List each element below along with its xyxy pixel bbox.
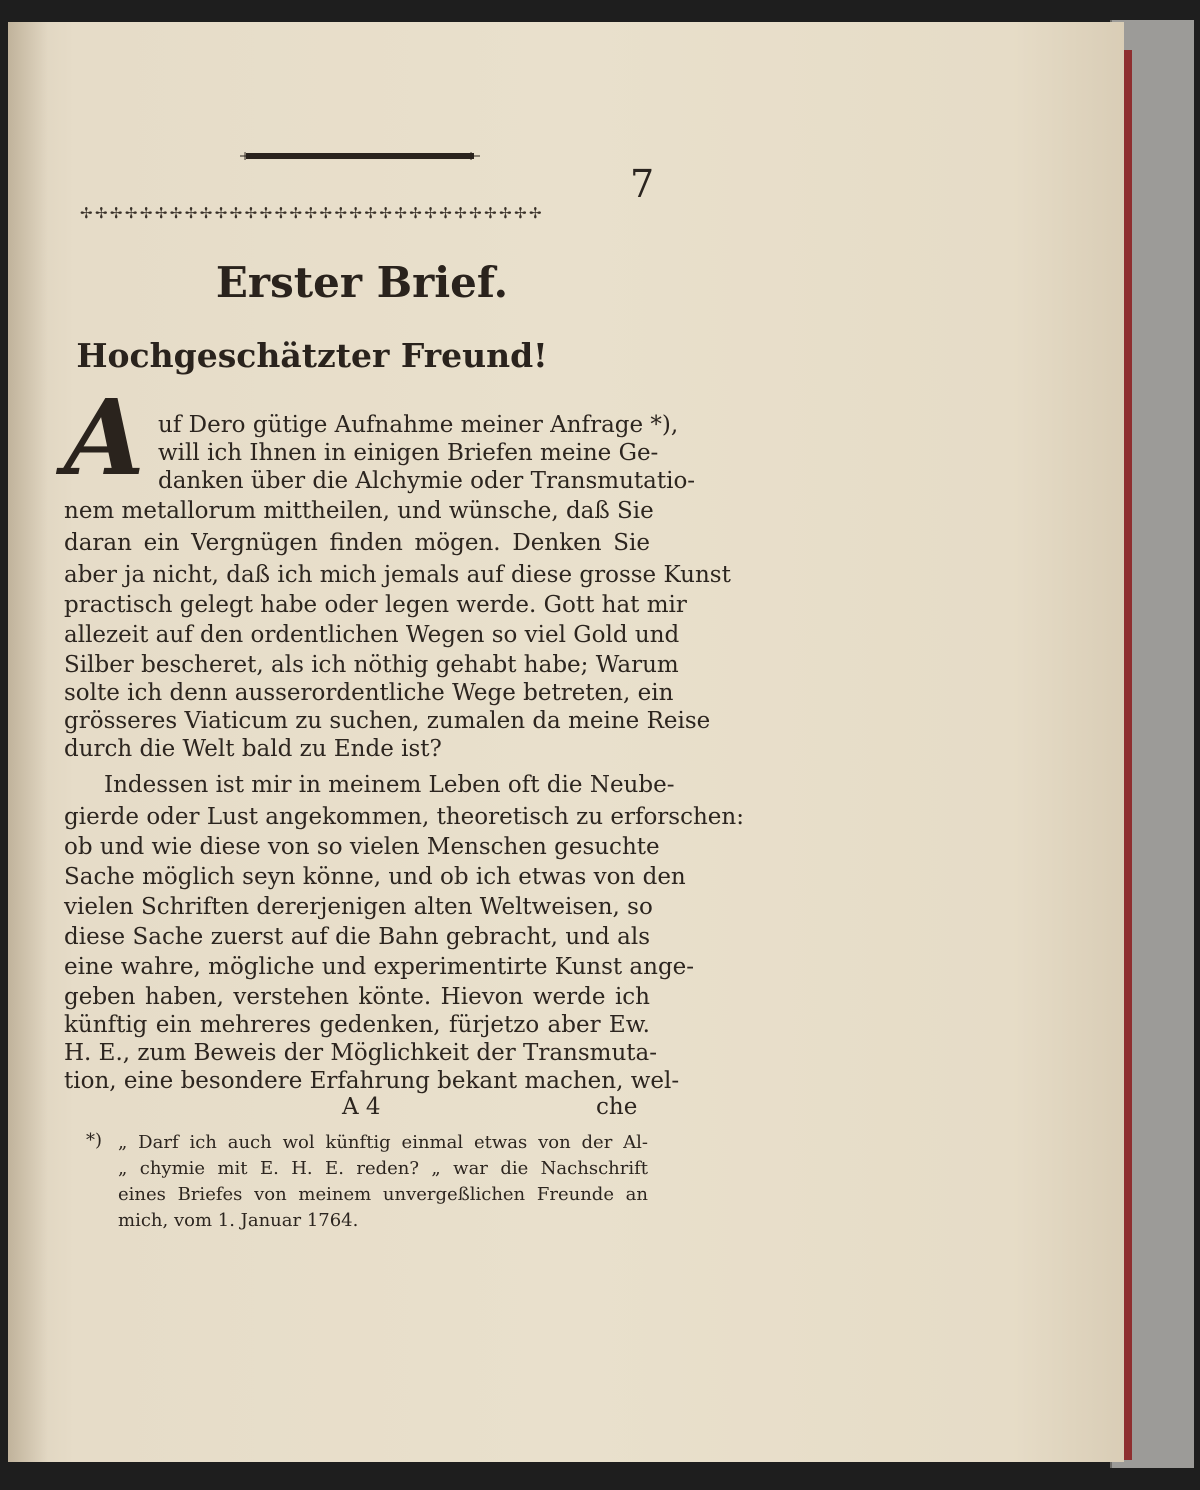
text-line: Indessen ist mir in meinem Leben oft die Neube-	[104, 772, 675, 798]
text-line: vielen Schriften dererjenigen alten Weltweisen, so	[64, 894, 653, 920]
text-line: durch die Welt bald zu Ende ist?	[64, 736, 442, 762]
text-line: will ich Ihnen in einigen Briefen meine Ge-	[158, 440, 659, 466]
text-line: Sache möglich seyn könne, und ob ich etwas von den	[64, 864, 686, 890]
text-line: Silber bescheret, als ich nöthig gehabt habe; Warum	[64, 652, 679, 678]
text-line: eine wahre, mögliche und experimentirte Kunst ange-	[64, 954, 695, 980]
text-line: geben haben, verstehen könte. Hievon werde ich	[64, 984, 650, 1010]
svg-text:+: +	[240, 149, 251, 163]
text-line: aber ja nicht, daß ich mich jemals auf diese grosse Kunst	[64, 562, 731, 588]
footnote-marker: *)	[86, 1130, 103, 1151]
svg-text:+: +	[466, 149, 477, 163]
headpiece-ornament	[240, 148, 480, 164]
text-line: daran ein Vergnügen finden mögen. Denken Sie	[64, 530, 650, 556]
text-line: uf Dero gütige Aufnahme meiner Anfrage *),	[158, 412, 679, 438]
text-line: nem metallorum mittheilen, und wünsche, daß Sie	[64, 498, 654, 524]
letter-heading: Erster Brief.	[215, 258, 509, 307]
text-line: diese Sache zuerst auf die Bahn gebracht, und als	[64, 924, 650, 950]
catchword: che	[596, 1094, 638, 1120]
text-line: ob und wie diese von so vielen Menschen gesuchte	[64, 834, 660, 860]
spine-shadow	[8, 22, 48, 1462]
text-line: solte ich denn ausserordentliche Wege betreten, ein	[64, 680, 674, 706]
red-page-edge	[1124, 50, 1132, 1460]
signature-mark: A 4	[342, 1094, 381, 1120]
text-line: danken über die Alchymie oder Transmutatio-	[158, 468, 696, 494]
text-line: allezeit auf den ordentlichen Wegen so viel Gold und	[64, 622, 680, 648]
footnote-line: „ chymie mit E. H. E. reden? „ war die Nachschrift	[118, 1158, 648, 1179]
page-number: 7	[630, 162, 655, 206]
text-line: tion, eine besondere Erfahrung bekant machen, wel-	[64, 1068, 680, 1094]
star-rule: ✢✢✢✢✢✢✢✢✢✢✢✢✢✢✢✢✢✢✢✢✢✢✢✢✢✢✢✢✢✢✢	[80, 204, 545, 222]
footnote-line: „ Darf ich auch wol künftig einmal etwas von der Al-	[118, 1132, 648, 1153]
text-line: künftig ein mehreres gedenken, fürjetzo aber Ew.	[64, 1012, 650, 1038]
text-line: H. E., zum Beweis der Möglichkeit der Transmuta-	[64, 1040, 658, 1066]
salutation: Hochgeschätzter Freund!	[76, 336, 548, 375]
text-line: practisch gelegt habe oder legen werde. Gott hat mir	[64, 592, 687, 618]
footnote-line: mich, vom 1. Januar 1764.	[118, 1210, 359, 1231]
text-line: gierde oder Lust angekommen, theoretisch zu erforschen:	[64, 804, 744, 830]
drop-cap: A	[64, 376, 145, 499]
text-line: grösseres Viaticum zu suchen, zumalen da meine Reise	[64, 708, 711, 734]
footnote-line: eines Briefes von meinem unvergeßlichen Freunde an	[118, 1184, 648, 1205]
